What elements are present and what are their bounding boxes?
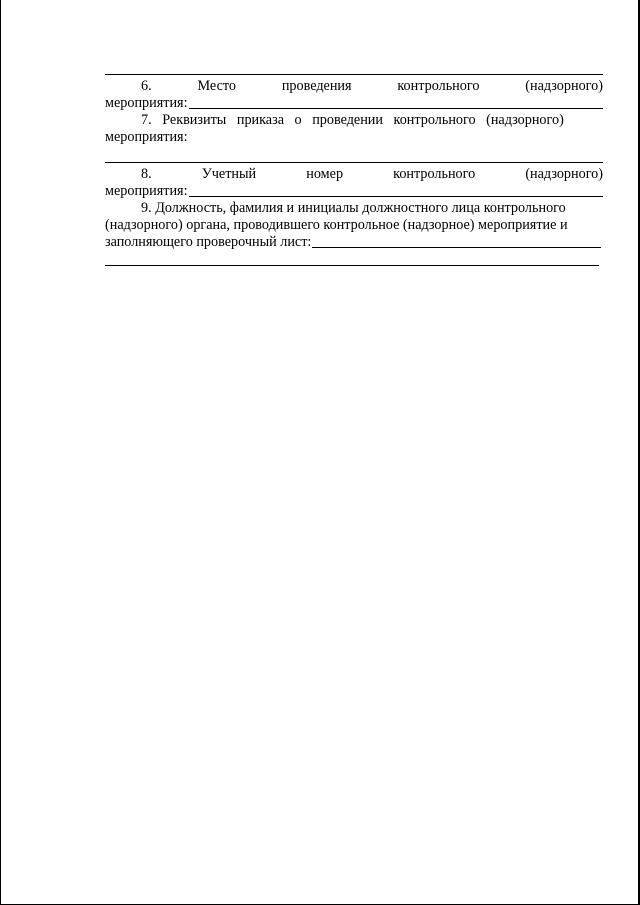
item-9-text-line1: 9. Должность, фамилия и инициалы должностного лица контрольного (141, 200, 566, 216)
item-7-text-line1: 7. Реквизиты приказа о проведении контрольного (надзорного) (141, 112, 564, 128)
item-6-word-3: контрольного (397, 78, 480, 94)
item-6-line2 (105, 95, 603, 112)
item-9-line1 (105, 200, 603, 217)
item-8-blank-field[interactable] (189, 195, 603, 197)
item-9-blank-field[interactable] (312, 246, 601, 248)
item-9-label: заполняющего проверочный лист: (105, 234, 312, 250)
item-9-text-line2: (надзорного) органа, проводившего контрольное (надзорное) мероприятие и (105, 217, 568, 233)
item-7-blank-field[interactable] (105, 162, 603, 163)
item-8-label: мероприятия: (105, 183, 188, 199)
item-6-word-1: Место (197, 78, 236, 94)
item-8-word-4: (надзорного) (525, 166, 603, 182)
item-6-word-4: (надзорного) (525, 78, 603, 94)
item-6-word-2: проведения (281, 78, 352, 94)
item-7-line2 (105, 129, 603, 146)
item-9-line3 (105, 234, 603, 251)
item-8-word-3: контрольного (393, 166, 476, 182)
top-blank-line[interactable] (105, 74, 603, 75)
item-7-label: мероприятия: (105, 129, 188, 145)
item-8-line1 (105, 166, 603, 183)
item-9-line2 (105, 217, 603, 234)
item-8-word-2: номер (306, 166, 344, 182)
item-6-label: мероприятия: (105, 95, 188, 111)
item-8-word-1: Учетный (201, 166, 257, 182)
item-7-spacer (105, 146, 603, 162)
item-8-line2 (105, 183, 603, 200)
item-9-spacer (105, 251, 603, 265)
item-6-number: 6. (141, 78, 152, 94)
bottom-blank-line[interactable] (105, 265, 599, 266)
item-6-line1 (105, 78, 603, 95)
item-6-blank-field[interactable] (189, 107, 603, 109)
item-8-number: 8. (141, 166, 152, 182)
item-7-line1 (105, 112, 603, 129)
document-content (105, 70, 603, 266)
